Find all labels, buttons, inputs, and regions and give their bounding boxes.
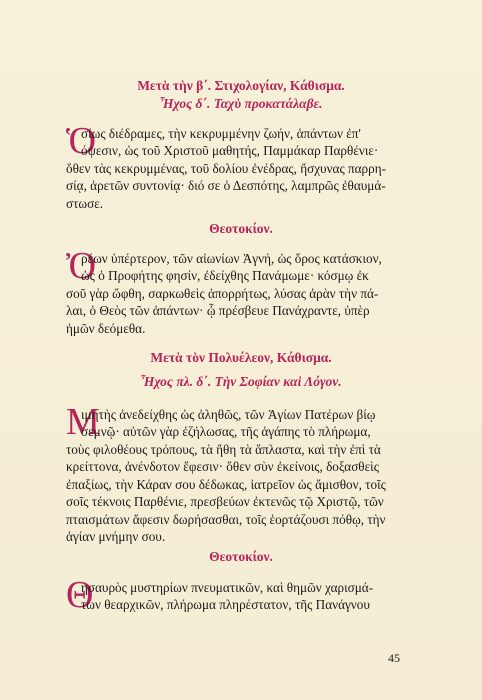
text-line: σίᾳ, ἀρετῶν συντονίᾳ· διό σε ὁ Δεσπότης, λαμπρῶς ἐθαυμά- [66,178,386,193]
text-line: λαι, ὁ Θεὸς τῶν ἁπάντων· ᾧ πρέσβευε Πανάχραντε, ὑπὲρ [66,303,370,318]
text-line: ὅθεν τὰς κεκρυμμένας, τοῦ δολίου ἐνέδρας, ἤσχυνας παρρη- [66,161,386,176]
drop-cap: Ὀ [66,245,97,287]
drop-cap: Μ [66,401,100,443]
section-subheading: Ἦχος πλ. δ΄. Τὴν Σοφίαν καὶ Λόγον. [140,374,342,389]
text-line: τοὺς φιλοθέους τρόπους, τὰ ἤθη τὰ ἄπλαστα, καὶ τὴν ἐπὶ τὰ [66,442,381,457]
text-line: κρείττονα, ἀνένδοτον ἔφεσιν· ὅθεν σὺν ἐκείνοις, δοξασθεὶς [66,459,379,474]
section-heading: Θεοτοκίον. [209,549,273,564]
text-line: ἐπαξίως, τὴν Κάραν σου δέδωκας, ἰατρεῖον ὡς ἄμισθον, τοῖς [66,477,386,492]
text-line: όψεσιν, ὡς τοῦ Χριστοῦ μαθητής, Παμμάκαρ Παρθένιε· [81,143,379,158]
text-line: ρέων ὑπέρτερον, τῶν αἰωνίων Ἁγνή, ὡς ὄρος κατάσκιον, [81,251,382,266]
section-heading: Θεοτοκίον. [209,221,273,236]
section-heading: Μετὰ τὴν β΄. Στιχολογίαν, Κάθισμα. [137,78,345,93]
text-line: ἡμῶν δεόμεθα. [66,321,146,336]
text-line: σίως διέδραμες, τὴν κεκρυμμένην ζωήν, ἁπάντων ἐπ' [81,126,361,141]
text-line: σοῦ γὰρ ὤφθη, σαρκωθεὶς ἀπορρήτως, λύσας ἀρὰν τὴν πά- [66,286,379,301]
section-subheading: Ἦχος δ΄. Ταχὺ προκατάλαβε. [159,96,323,111]
drop-cap: Ὁ [66,120,97,162]
text-line: σοῖς τέκνοις Παρθένιε, πρεσβεύων ἐκτενῶς τῷ Χριστῷ, τῶν [66,494,384,509]
text-line: ιμητὴς ἀνεδείχθης ὡς ἀληθῶς, τῶν Ἁγίων Πατέρων βίῳ [81,407,376,422]
text-line: ἁγίαν μνήμην σου. [66,529,166,544]
page-number: 45 [388,651,400,665]
text-line: πταισμάτων ἄφεσιν δωρήσασθαι, τοῖς ἑορτάζουσι πόθῳ, τὴν [66,512,386,527]
text-line: των θεαρχικῶν, πλήρωμα πληρέστατον, τῆς Πανάγνου [81,597,370,612]
text-line: ησαυρὸς μυστηρίων πνευματικῶν, καὶ θημῶν χαρισμά- [81,580,374,595]
text-line: ὡς ὁ Προφήτης φησίν, ἐδείχθης Πανάμωμε· κόσμῳ ἐκ [81,268,369,283]
text-line: σεμνῷ· αὐτῶν γὰρ ἐζήλωσας, τῆς ἀγάπης τὸ πλήρωμα, [81,424,371,439]
drop-cap: Θ [66,574,94,616]
text-line: στωσε. [66,196,104,211]
section-heading: Μετὰ τὸν Πολυέλεον, Κάθισμα. [150,350,332,365]
